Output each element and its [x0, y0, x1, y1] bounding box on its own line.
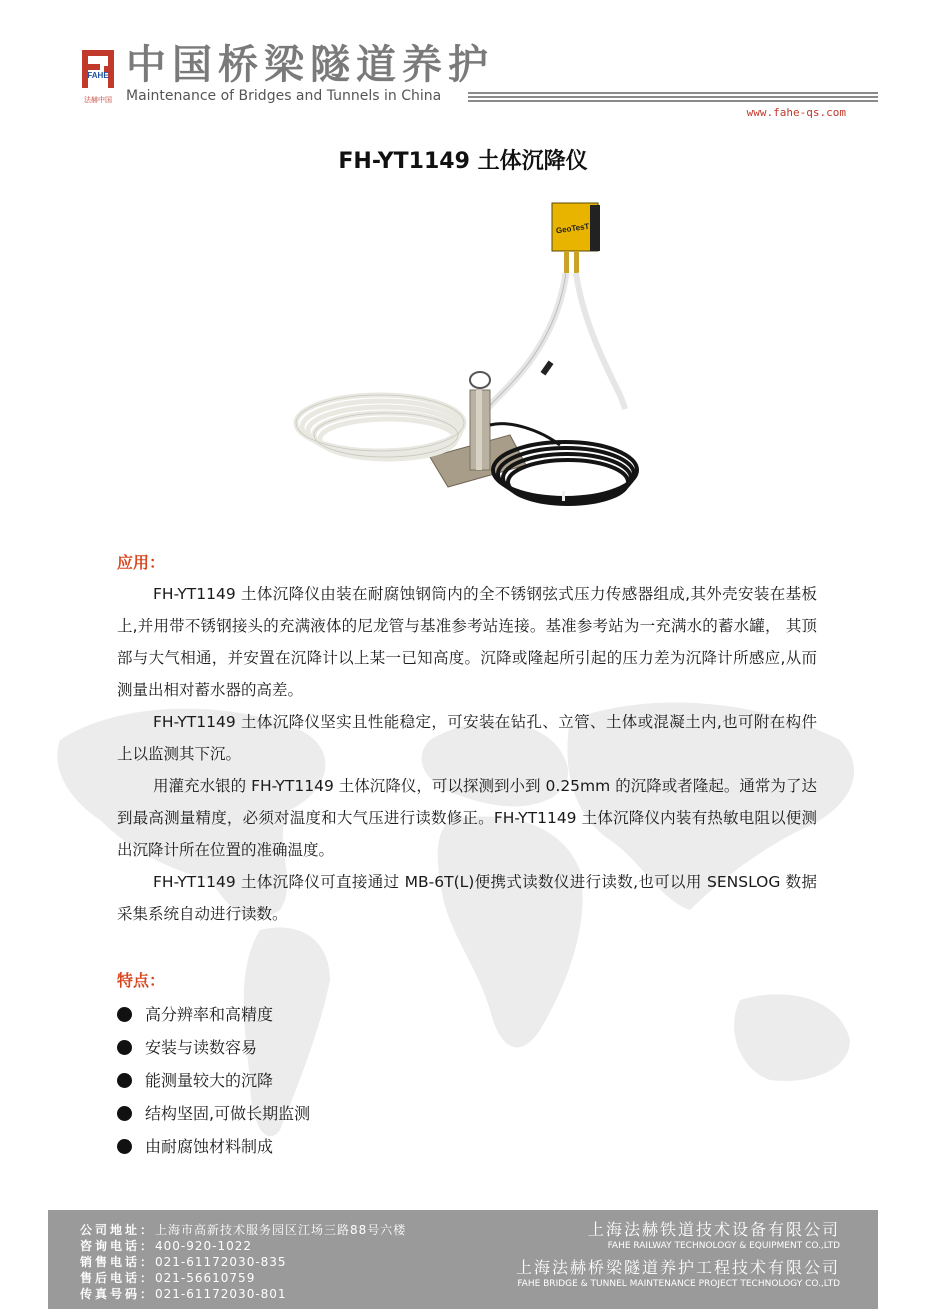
- logo-text: FAHE: [87, 71, 109, 80]
- application-paragraph: FH-YT1149 土体沉降仪可直接通过 MB-6T(L)便携式读数仪进行读数,也可以用 SENSLOG 数据采集系统自动进行读数。: [117, 873, 817, 923]
- contact-fax: 传真号码：021-61172030-801: [80, 1287, 287, 1301]
- application-text: [117, 578, 817, 930]
- contact-sales-phone: 销售电话：021-61172030-835: [80, 1255, 287, 1269]
- fahe-logo-icon: [78, 42, 118, 104]
- header-title: 中国桥梁隧道养护: [126, 42, 494, 88]
- product-photo: [290, 195, 650, 525]
- bullet-icon: [117, 1040, 132, 1055]
- bullet-icon: [117, 1106, 132, 1121]
- company2-name-en: FAHE BRIDGE & TUNNEL MAINTENANCE PROJECT TECHNOLOGY CO.,LTD: [517, 1279, 840, 1289]
- features-list: [117, 998, 310, 1163]
- header-rule: [468, 92, 878, 102]
- application-paragraph: FH-YT1149 土体沉降仪坚实且性能稳定，可安装在钻孔、立管、土体或混凝土内,也可附在构件上以监测其下沉。: [117, 713, 817, 763]
- bullet-icon: [117, 1007, 132, 1022]
- feature-text: 由耐腐蚀材料制成: [145, 1137, 274, 1156]
- feature-item: [117, 998, 310, 1031]
- logo-caption: 法赫中国: [84, 96, 112, 104]
- feature-item: [117, 1097, 310, 1130]
- company2-name-cn: 上海法赫桥梁隧道养护工程技术有限公司: [515, 1258, 840, 1277]
- contact-service-phone: 售后电话：021-56610759: [80, 1271, 256, 1285]
- features-heading: 特点：: [117, 971, 166, 990]
- feature-text: 能测量较大的沉降: [145, 1071, 274, 1090]
- device-label: GeoTesT: [555, 221, 590, 236]
- contact-address: 公司地址：上海市高新技术服务园区江场三路88号六楼: [80, 1223, 407, 1237]
- application-paragraph: FH-YT1149 土体沉降仪由装在耐腐蚀钢筒内的全不锈钢弦式压力传感器组成,其外壳安装在基板上,并用带不锈钢接头的充满液体的尼龙管与基准参考站连接。基准参考站为一充满水的蓄水罐， 其顶部与大气相通，并安置在沉降计以上某一已知高度。沉降或隆起所引起的压力差为沉降计所感应,从而测量出相对蓄水器的高差。: [117, 585, 817, 699]
- bullet-icon: [117, 1139, 132, 1154]
- footer-contacts: [80, 1222, 406, 1302]
- feature-text: 安装与读数容易: [145, 1038, 258, 1057]
- company1-name-en: FAHE RAILWAY TECHNOLOGY & EQUIPMENT CO.,LTD: [607, 1241, 840, 1251]
- application-paragraph: 用灌充水银的 FH-YT1149 土体沉降仪，可以探测到小到 0.25mm 的沉降或者隆起。通常为了达到最高测量精度，必须对温度和大气压进行读数修正。FH-YT1149 土体沉降仪内装有热敏电阻以便测出沉降计所在位置的准确温度。: [117, 777, 817, 859]
- feature-text: 结构坚固,可做长期监测: [145, 1104, 311, 1123]
- footer: [48, 1210, 878, 1309]
- contact-inquiry-phone: 咨询电话：400-920-1022: [80, 1239, 253, 1253]
- bullet-icon: [117, 1073, 132, 1088]
- header-subtitle: Maintenance of Bridges and Tunnels in China: [126, 88, 442, 104]
- feature-item: [117, 1031, 310, 1064]
- application-heading: 应用：: [117, 553, 166, 572]
- header: [78, 40, 878, 110]
- website-url[interactable]: www.fahe-qs.com: [746, 106, 846, 119]
- footer-companies: [516, 1220, 840, 1296]
- feature-item: [117, 1130, 310, 1163]
- page-title: FH-YT1149 土体沉降仪: [338, 149, 588, 174]
- feature-item: [117, 1064, 310, 1097]
- company1-name-cn: 上海法赫铁道技术设备有限公司: [587, 1220, 840, 1239]
- feature-text: 高分辨率和高精度: [145, 1005, 274, 1024]
